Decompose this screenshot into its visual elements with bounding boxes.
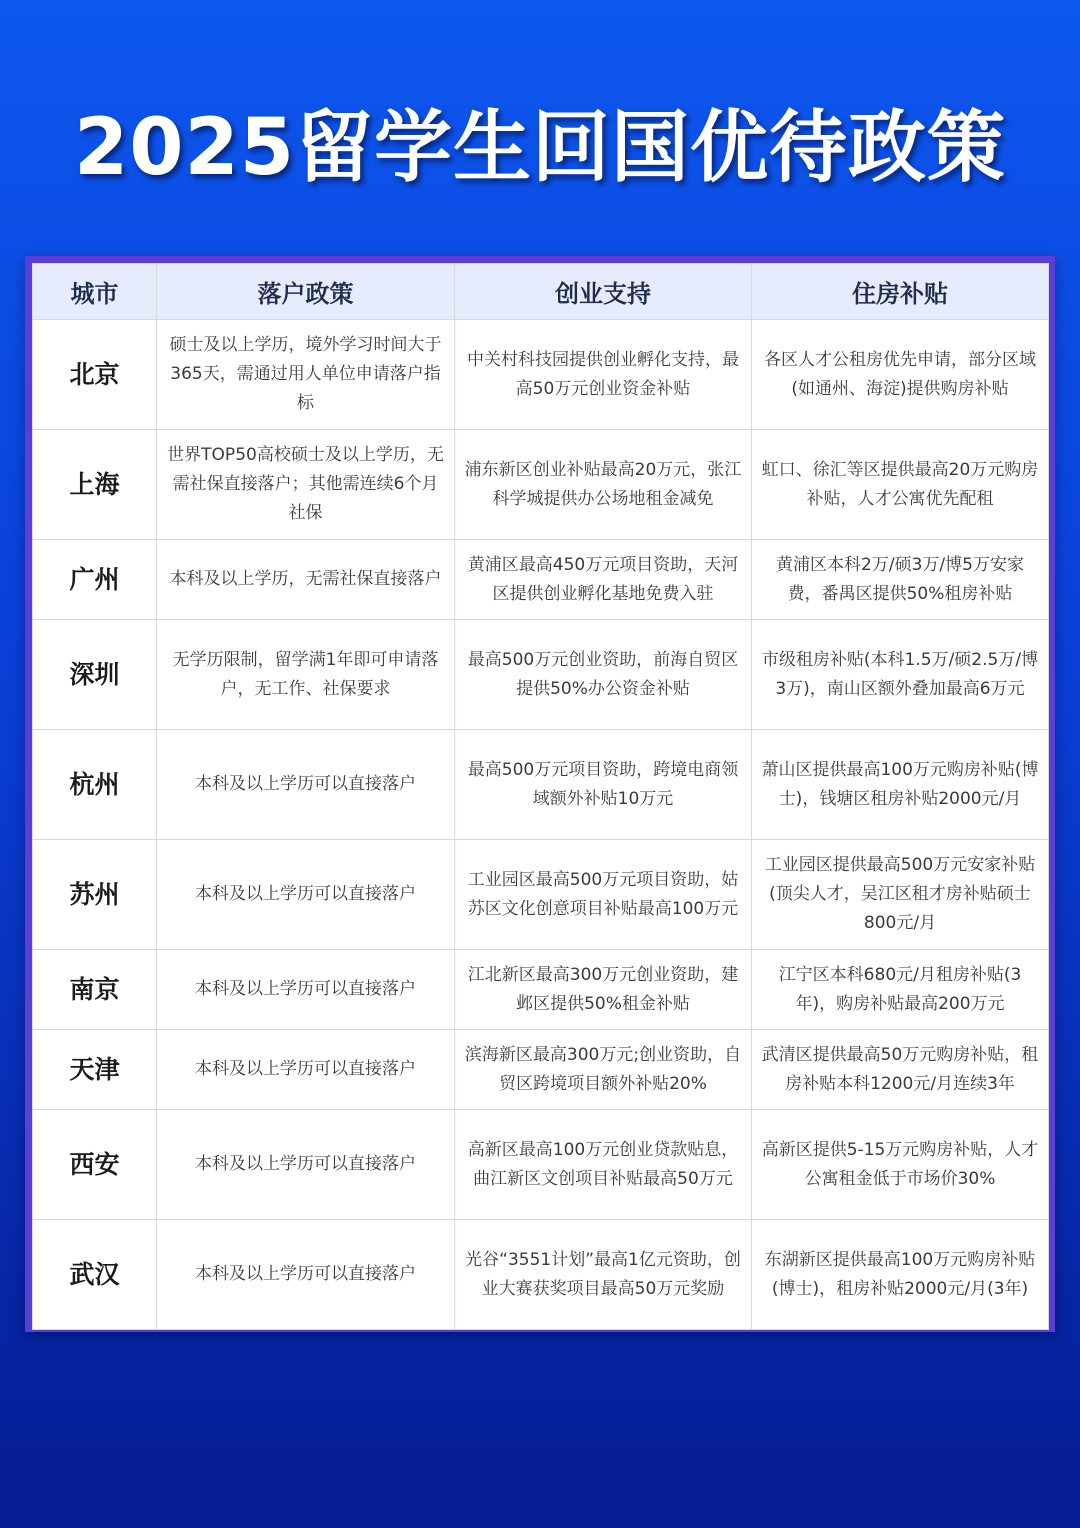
startup-cell: 黄浦区最高450万元项目资助，天河区提供创业孵化基地免费入驻	[455, 540, 752, 620]
table-row	[33, 1030, 1049, 1110]
hukou-cell: 本科及以上学历，无需社保直接落户	[157, 540, 455, 620]
city-cell: 苏州	[33, 840, 157, 950]
city-cell: 广州	[33, 540, 157, 620]
housing-cell: 萧山区提供最高100万元购房补贴(博士)，钱塘区租房补贴2000元/月	[752, 730, 1049, 840]
table-row	[33, 1220, 1049, 1330]
hukou-cell: 本科及以上学历可以直接落户	[157, 840, 455, 950]
startup-cell: 最高500万元创业资助，前海自贸区提供50%办公资金补贴	[455, 620, 752, 730]
startup-cell: 滨海新区最高300万元;创业资助，自贸区跨境项目额外补贴20%	[455, 1030, 752, 1110]
city-cell: 杭州	[33, 730, 157, 840]
housing-cell: 工业园区提供最高500万元安家补贴(顶尖人才，吴江区租才房补贴硕士800元/月	[752, 840, 1049, 950]
housing-cell: 市级租房补贴(本科1.5万/硕2.5万/博3万)，南山区额外叠加最高6万元	[752, 620, 1049, 730]
startup-cell: 工业园区最高500万元项目资助，姑苏区文化创意项目补贴最高100万元	[455, 840, 752, 950]
header-startup-support: 创业支持	[455, 264, 752, 320]
table-header-row	[33, 264, 1049, 320]
city-cell: 北京	[33, 320, 157, 430]
housing-cell: 虹口、徐汇等区提供最高20万元购房补贴，人才公寓优先配租	[752, 430, 1049, 540]
hukou-cell: 本科及以上学历可以直接落户	[157, 1030, 455, 1110]
hukou-cell: 硕士及以上学历，境外学习时间大于365天，需通过用人单位申请落户指标	[157, 320, 455, 430]
housing-cell: 江宁区本科680元/月租房补贴(3年)，购房补贴最高200万元	[752, 950, 1049, 1030]
city-cell: 西安	[33, 1110, 157, 1220]
table-row	[33, 950, 1049, 1030]
policy-table-frame	[25, 256, 1055, 1332]
table-row	[33, 730, 1049, 840]
housing-cell: 各区人才公租房优先申请，部分区域(如通州、海淀)提供购房补贴	[752, 320, 1049, 430]
city-cell: 深圳	[33, 620, 157, 730]
housing-cell: 黄浦区本科2万/硕3万/博5万安家费，番禺区提供50%租房补贴	[752, 540, 1049, 620]
city-cell: 上海	[33, 430, 157, 540]
city-cell: 天津	[33, 1030, 157, 1110]
table-row	[33, 540, 1049, 620]
startup-cell: 浦东新区创业补贴最高20万元，张江科学城提供办公场地租金减免	[455, 430, 752, 540]
table-row	[33, 620, 1049, 730]
hukou-cell: 本科及以上学历可以直接落户	[157, 1220, 455, 1330]
table-row	[33, 840, 1049, 950]
table-row	[33, 1110, 1049, 1220]
table-row	[33, 320, 1049, 430]
header-hukou-policy: 落户政策	[157, 264, 455, 320]
table-row	[33, 430, 1049, 540]
startup-cell: 江北新区最高300万元创业资助，建邺区提供50%租金补贴	[455, 950, 752, 1030]
startup-cell: 中关村科技园提供创业孵化支持，最高50万元创业资金补贴	[455, 320, 752, 430]
city-cell: 武汉	[33, 1220, 157, 1330]
startup-cell: 光谷“3551计划”最高1亿元资助，创业大赛获奖项目最高50万元奖励	[455, 1220, 752, 1330]
header-city: 城市	[33, 264, 157, 320]
housing-cell: 武清区提供最高50万元购房补贴，租房补贴本科1200元/月连续3年	[752, 1030, 1049, 1110]
policy-table	[32, 263, 1049, 1330]
startup-cell: 最高500万元项目资助，跨境电商领域额外补贴10万元	[455, 730, 752, 840]
page-title: 2025留学生回国优待政策	[73, 103, 1007, 193]
header-housing-subsidy: 住房补贴	[752, 264, 1049, 320]
hukou-cell: 本科及以上学历可以直接落户	[157, 1110, 455, 1220]
hukou-cell: 世界TOP50高校硕士及以上学历，无需社保直接落户；其他需连续6个月社保	[157, 430, 455, 540]
hukou-cell: 无学历限制，留学满1年即可申请落户，无工作、社保要求	[157, 620, 455, 730]
city-cell: 南京	[33, 950, 157, 1030]
housing-cell: 东湖新区提供最高100万元购房补贴(博士)，租房补贴2000元/月(3年)	[752, 1220, 1049, 1330]
startup-cell: 高新区最高100万元创业贷款贴息，曲江新区文创项目补贴最高50万元	[455, 1110, 752, 1220]
housing-cell: 高新区提供5-15万元购房补贴，人才公寓租金低于市场价30%	[752, 1110, 1049, 1220]
hukou-cell: 本科及以上学历可以直接落户	[157, 950, 455, 1030]
hukou-cell: 本科及以上学历可以直接落户	[157, 730, 455, 840]
